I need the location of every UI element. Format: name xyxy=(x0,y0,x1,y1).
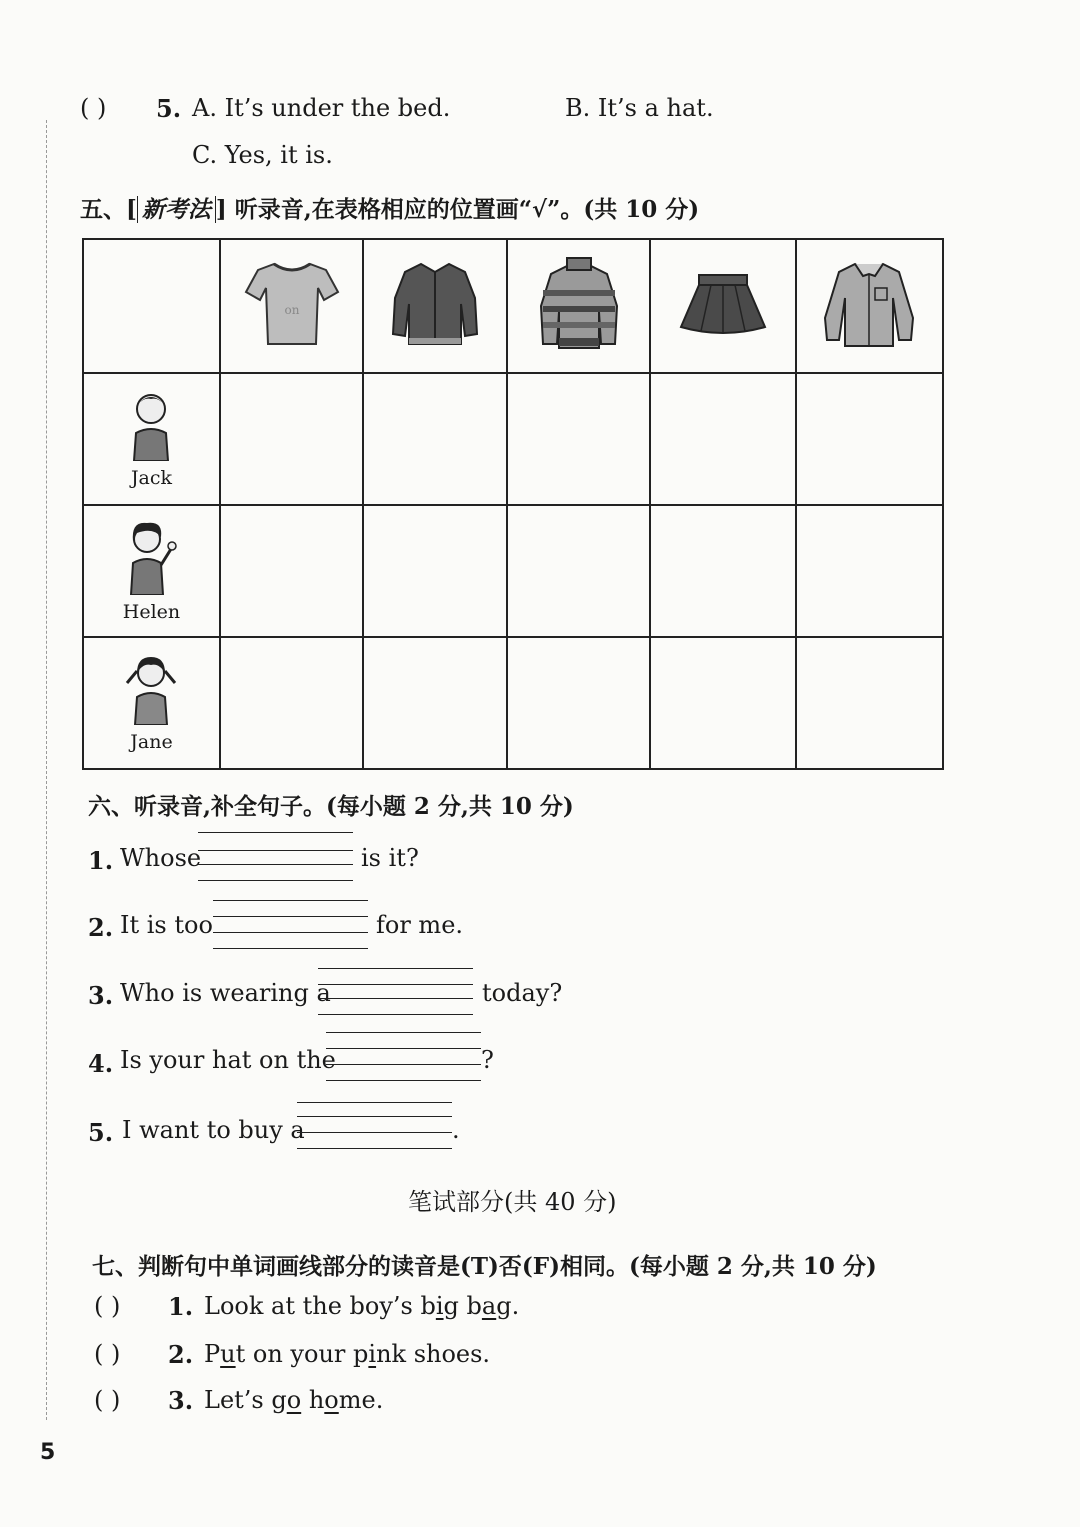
underlined-letter: a xyxy=(481,1292,497,1320)
kid-name-jane: Jane xyxy=(130,731,173,753)
kid-jack xyxy=(83,373,220,505)
check-cell[interactable] xyxy=(507,637,650,769)
clothing-check-table xyxy=(82,238,944,770)
check-cell[interactable] xyxy=(796,637,943,769)
s6-q5-answer-lines[interactable] xyxy=(297,1100,452,1154)
s7-q1-number: 1. xyxy=(168,1292,194,1321)
check-cell[interactable] xyxy=(796,373,943,505)
check-cell[interactable] xyxy=(650,373,795,505)
skirt-icon xyxy=(675,269,771,339)
sweater-icon xyxy=(531,256,627,352)
s7-q1-paren[interactable]: ( ) xyxy=(94,1292,121,1320)
sweater-header xyxy=(507,239,650,373)
s6-q2-number: 2. xyxy=(88,913,114,942)
written-part-heading: 笔试部分(共 40 分) xyxy=(408,1188,617,1216)
s6-q4-answer-lines[interactable] xyxy=(326,1030,481,1084)
s6-q2-after: for me. xyxy=(376,911,464,939)
s7-q2-paren[interactable]: ( ) xyxy=(94,1340,121,1368)
girl-avatar-icon xyxy=(123,519,179,595)
check-cell[interactable] xyxy=(796,505,943,637)
s7-q3-paren[interactable]: ( ) xyxy=(94,1386,121,1414)
s6-q1-before: Whose xyxy=(120,844,202,872)
kid-helen xyxy=(83,505,220,637)
q5-option-b: B. It’s a hat. xyxy=(565,94,714,122)
jacket-icon xyxy=(387,258,483,350)
tshirt-header xyxy=(220,239,363,373)
check-cell[interactable] xyxy=(507,505,650,637)
t-shirt-icon xyxy=(244,258,340,350)
check-cell[interactable] xyxy=(507,373,650,505)
shirt-icon xyxy=(819,258,919,350)
s7-q3-number: 3. xyxy=(168,1386,194,1415)
s6-q3-after: today? xyxy=(482,979,563,1007)
section5-title: 五、[ 新考法 ] 听录音,在表格相应的位置画“√”。(共 10 分) xyxy=(80,196,700,223)
table-corner xyxy=(83,239,220,373)
check-cell[interactable] xyxy=(650,637,795,769)
s6-q1-number: 1. xyxy=(88,846,114,875)
section7-title: 七、判断句中单词画线部分的读音是(T)否(F)相同。(每小题 2 分,共 10 分) xyxy=(92,1253,877,1280)
s6-q2-answer-lines[interactable] xyxy=(213,898,368,950)
s6-q5-after: . xyxy=(452,1116,460,1144)
check-cell[interactable] xyxy=(220,637,363,769)
page-number: 5 xyxy=(40,1440,56,1465)
check-cell[interactable] xyxy=(363,505,506,637)
section6-title: 六、听录音,补全句子。(每小题 2 分,共 10 分) xyxy=(88,793,574,820)
s6-q3-answer-lines[interactable] xyxy=(318,966,473,1018)
underlined-letter: o xyxy=(324,1386,339,1414)
shirt-header xyxy=(796,239,943,373)
s6-q5-number: 5. xyxy=(88,1118,114,1147)
s6-q1-after: is it? xyxy=(361,844,419,872)
s6-q2-before: It is too xyxy=(120,911,213,939)
s7-q3-sentence: Let’s go home. xyxy=(204,1386,384,1414)
check-cell[interactable] xyxy=(363,373,506,505)
s6-q4-after: ? xyxy=(481,1046,494,1074)
svg-text:on: on xyxy=(284,303,300,317)
q5-number: 5. xyxy=(156,94,182,123)
s6-q5-before: I want to buy a xyxy=(122,1116,305,1144)
s7-q2-sentence: Put on your pink shoes. xyxy=(204,1340,491,1368)
s7-q1-sentence: Look at the boy’s big bag. xyxy=(204,1292,520,1320)
skirt-header xyxy=(650,239,795,373)
boy-avatar-icon xyxy=(126,389,176,461)
s7-q2-number: 2. xyxy=(168,1340,194,1369)
underlined-letter: i xyxy=(368,1340,377,1368)
check-cell[interactable] xyxy=(220,373,363,505)
q5-option-c: C. Yes, it is. xyxy=(192,141,333,169)
kid-name-helen: Helen xyxy=(122,601,181,623)
s6-q4-before: Is your hat on the xyxy=(120,1046,336,1074)
underlined-letter: o xyxy=(286,1386,302,1414)
q5-paren[interactable]: ( ) xyxy=(80,94,107,122)
q5-option-a: A. It’s under the bed. xyxy=(192,94,451,122)
jacket-header xyxy=(363,239,506,373)
s6-q3-before: Who is wearing a xyxy=(120,979,331,1007)
s6-q4-number: 4. xyxy=(88,1049,114,1078)
s6-q3-number: 3. xyxy=(88,981,114,1010)
kid-jane xyxy=(83,637,220,769)
underlined-letter: i xyxy=(435,1292,444,1320)
underlined-letter: u xyxy=(220,1340,236,1368)
girl-avatar-icon xyxy=(123,653,179,725)
kid-name-jack: Jack xyxy=(130,467,173,489)
check-cell[interactable] xyxy=(650,505,795,637)
s6-q1-answer-lines[interactable] xyxy=(198,830,353,882)
binding-margin-line xyxy=(46,120,47,1420)
new-method-tag: 新考法 xyxy=(137,196,216,223)
check-cell[interactable] xyxy=(363,637,506,769)
check-cell[interactable] xyxy=(220,505,363,637)
